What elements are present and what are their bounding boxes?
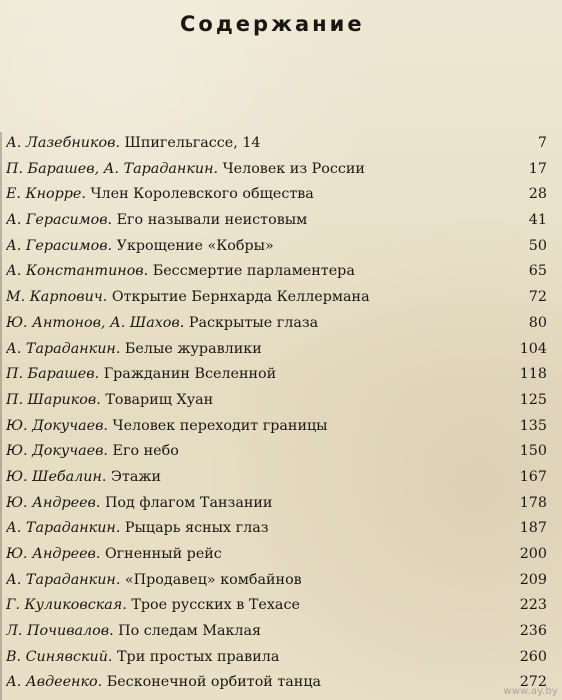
- toc-entry-title: Человек переходит границы: [112, 417, 328, 434]
- toc-entry-text: [6, 414, 328, 440]
- toc-entry-author: А. Тараданкин: [6, 520, 116, 537]
- toc-entry-title: «Продавец» комбайнов: [124, 571, 302, 588]
- toc-entry: [0, 516, 562, 542]
- page-title: Содержание: [180, 12, 365, 36]
- toc-entry-separator: .: [115, 571, 125, 588]
- toc-entry-text: [6, 593, 300, 619]
- toc-entry-author: М. Карпович: [6, 289, 103, 306]
- table-of-contents: [0, 131, 562, 696]
- toc-entry-title: Товарищ Хуан: [105, 391, 214, 408]
- toc-entry-author: А. Константинов: [6, 263, 144, 280]
- toc-entry-title: Раскрытые глаза: [188, 314, 319, 331]
- toc-entry-author: Л. Почивалов: [6, 623, 110, 640]
- toc-entry-title: Этажи: [111, 468, 162, 485]
- toc-entry-page-number: 135: [519, 417, 547, 434]
- toc-entry-page-number: 50: [528, 237, 547, 254]
- toc-entry-text: [6, 234, 274, 260]
- toc-entry: [0, 362, 562, 388]
- toc-entry-title: Бессмертие парламентера: [152, 263, 355, 280]
- toc-entry-separator: .: [103, 443, 113, 460]
- toc-entry-separator: .: [107, 237, 117, 254]
- toc-entry-separator: .: [97, 674, 107, 691]
- toc-entry-text: [6, 337, 262, 363]
- toc-entry: [0, 619, 562, 645]
- toc-entry-text: [6, 645, 279, 671]
- toc-entry: [0, 182, 562, 208]
- toc-entry-text: [6, 439, 179, 465]
- toc-entry-author: Ю. Андреев: [6, 494, 96, 511]
- toc-entry: [0, 234, 562, 260]
- toc-entry-separator: .: [115, 520, 125, 537]
- toc-entry-author: Ю. Андреев: [6, 546, 96, 562]
- toc-entry-text: [6, 670, 321, 696]
- toc-entry-page-number: 65: [528, 263, 547, 280]
- toc-entry-text: [6, 619, 261, 645]
- toc-entry-text: [6, 542, 222, 568]
- toc-entry-separator: .: [107, 212, 117, 229]
- toc-entry-page-number: 28: [528, 186, 547, 203]
- toc-entry-page-number: 200: [519, 546, 547, 562]
- toc-entry-author: Ю. Докучаев: [6, 417, 104, 434]
- toc-entry: [0, 208, 562, 234]
- toc-entry-page-number: 187: [519, 520, 547, 537]
- toc-entry-title: Бесконечной орбитой танца: [106, 674, 322, 691]
- toc-entry-author: А. Авдеенко: [6, 674, 98, 691]
- toc-entry-separator: .: [213, 160, 223, 177]
- toc-entry-author: П. Барашев, А. Тараданкин: [6, 160, 214, 177]
- toc-entry-author: А. Тараданкин: [6, 571, 116, 588]
- toc-entry-page-number: 260: [519, 648, 547, 665]
- toc-entry-page-number: 104: [519, 340, 547, 357]
- toc-entry-page-number: 272: [519, 674, 547, 691]
- toc-entry-text: [6, 388, 213, 414]
- toc-entry-author: А. Лазебников: [6, 135, 116, 151]
- toc-entry-separator: .: [109, 623, 119, 640]
- toc-entry: [0, 491, 562, 517]
- toc-entry-separator: .: [95, 546, 105, 562]
- toc-entry: [0, 157, 562, 183]
- toc-entry-text: [6, 208, 307, 234]
- toc-entry-text: [6, 131, 261, 157]
- toc-entry-title: Огненный рейс: [104, 546, 222, 562]
- toc-entry-page-number: 72: [528, 289, 547, 306]
- toc-entry: [0, 414, 562, 440]
- toc-entry-title: Под флагом Танзании: [104, 494, 273, 511]
- site-watermark: www.ay.by: [503, 686, 558, 697]
- toc-entry: [0, 439, 562, 465]
- toc-entry-page-number: 167: [519, 468, 547, 485]
- toc-entry-author: П. Шариков: [6, 391, 97, 408]
- toc-entry-separator: .: [81, 186, 91, 203]
- toc-entry-page-number: 223: [519, 597, 547, 614]
- toc-entry-author: П. Барашев: [6, 366, 95, 383]
- toc-entry-text: [6, 157, 365, 183]
- toc-entry-separator: .: [122, 597, 132, 614]
- toc-entry-separator: .: [102, 289, 112, 306]
- toc-entry: [0, 388, 562, 414]
- toc-entry-separator: .: [94, 366, 104, 383]
- toc-entry-separator: .: [101, 468, 111, 485]
- toc-entry-title: Его небо: [112, 443, 179, 460]
- toc-entry: [0, 568, 562, 594]
- toc-entry-title: Открытие Бернхарда Келлермана: [111, 289, 370, 306]
- toc-entry-page-number: 41: [528, 212, 547, 229]
- toc-entry-title: Трое русских в Техасе: [131, 597, 300, 614]
- toc-entry-author: Ю. Шебалин: [6, 468, 102, 485]
- toc-entry-separator: .: [143, 263, 153, 280]
- toc-entry-separator: .: [115, 135, 125, 151]
- toc-entry-author: А. Герасимов: [6, 237, 108, 254]
- toc-entry-title: Шпигельгассе, 14: [124, 135, 261, 151]
- toc-entry-separator: .: [95, 494, 105, 511]
- toc-entry-separator: .: [115, 340, 125, 357]
- toc-entry-author: А. Герасимов: [6, 212, 108, 229]
- toc-entry-page-number: 17: [528, 160, 547, 177]
- toc-entry: [0, 259, 562, 285]
- toc-entry-page-number: 178: [519, 494, 547, 511]
- toc-entry-page-number: 209: [519, 571, 547, 588]
- toc-entry: [0, 645, 562, 671]
- toc-entry-text: [6, 465, 161, 491]
- toc-entry-author: Е. Кнорре: [6, 186, 82, 203]
- toc-entry-text: [6, 285, 370, 311]
- toc-entry-title: Рыцарь ясных глаз: [124, 520, 269, 537]
- toc-entry-text: [6, 568, 302, 594]
- toc-entry-title: Человек из России: [222, 160, 365, 177]
- toc-entry: [0, 465, 562, 491]
- toc-entry-author: Ю. Антонов, А. Шахов: [6, 314, 180, 331]
- toc-entry-text: [6, 516, 269, 542]
- toc-entry-separator: .: [96, 391, 106, 408]
- toc-entry-title: Его называли неистовым: [116, 212, 308, 229]
- toc-entry-text: [6, 259, 355, 285]
- toc-entry-author: Ю. Докучаев: [6, 443, 104, 460]
- toc-entry-text: [6, 311, 318, 337]
- toc-entry-author: В. Синявский: [6, 648, 108, 665]
- toc-entry-page-number: 7: [537, 135, 547, 151]
- toc-entry-title: Гражданин Вселенной: [103, 366, 277, 383]
- toc-entry-page-number: 150: [519, 443, 547, 460]
- toc-entry-title: Член Королевского общества: [90, 186, 314, 203]
- toc-entry-title: Укрощение «Кобры»: [116, 237, 274, 254]
- toc-entry-separator: .: [107, 648, 118, 665]
- toc-entry-text: [6, 491, 272, 517]
- toc-entry: [0, 337, 562, 363]
- toc-entry-page-number: 118: [519, 366, 547, 383]
- toc-entry-text: [6, 182, 314, 208]
- toc-entry: [0, 542, 562, 568]
- toc-entry-page-number: 80: [528, 314, 547, 331]
- toc-entry-title: По следам Маклая: [118, 623, 262, 640]
- toc-entry-author: А. Тараданкин: [6, 340, 116, 357]
- toc-entry-separator: .: [179, 314, 189, 331]
- toc-entry: [0, 285, 562, 311]
- toc-entry-title: Белые журавлики: [124, 340, 262, 357]
- toc-entry-separator: .: [103, 417, 113, 434]
- toc-entry-text: [6, 362, 276, 388]
- toc-entry: [0, 593, 562, 619]
- toc-entry-page-number: 236: [519, 623, 547, 640]
- toc-entry-title: Три простых правила: [117, 648, 280, 665]
- toc-entry: [0, 670, 562, 696]
- toc-entry-page-number: 125: [519, 391, 547, 408]
- toc-entry: [0, 311, 562, 337]
- toc-entry: [0, 131, 562, 157]
- toc-entry-author: Г. Куликовская: [6, 597, 123, 614]
